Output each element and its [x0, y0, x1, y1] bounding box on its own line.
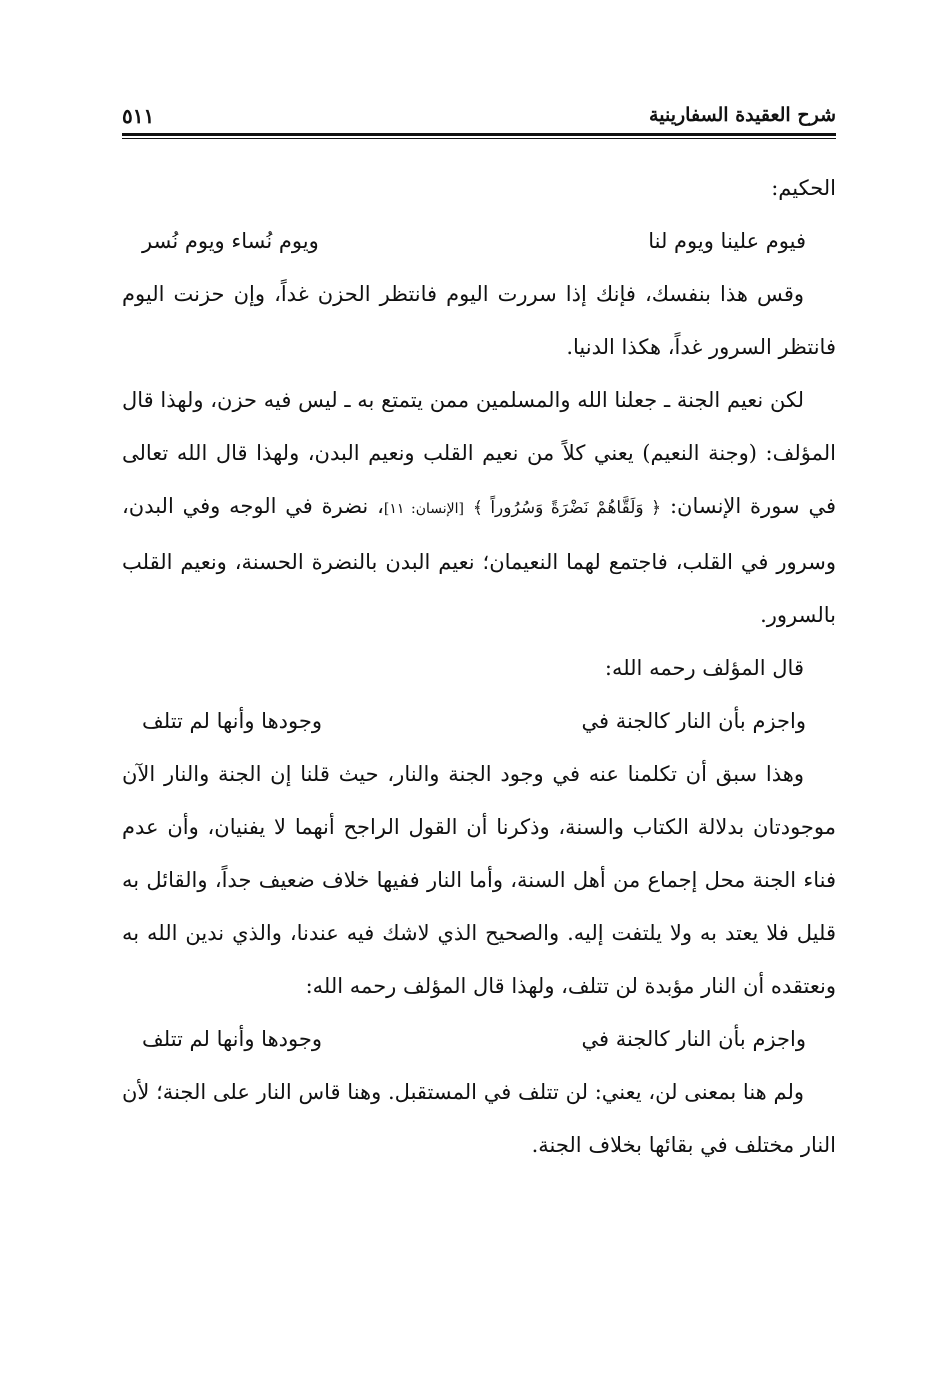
verse-1-second-hemistich: ويوم نُساء ويوم نُسر	[142, 229, 319, 253]
verse-1-first-hemistich: فيوم علينا ويوم لنا	[648, 229, 806, 253]
page-header	[122, 104, 836, 130]
paragraph-6: ولم هنا بمعنى لن، يعني: لن تتلف في المستقبل. وهنا قاس النار على الجنة؛ لأن النار مختلف في بقائها بخلاف الجنة.	[122, 1080, 836, 1157]
verse-line-3	[122, 1013, 836, 1066]
paragraph-3	[122, 374, 836, 642]
paragraph-3-text-b: ، نضرة في الوجه وفي البدن، وسرور في القلب، فاجتمع لهما النعيمان؛ نعيم البدن بالنضرة الحسنة، ونعيم القلب بالسرور.	[122, 494, 836, 627]
verse-2-second-hemistich: وجودها وأنها لم تتلف	[142, 709, 322, 733]
quran-reference: [الإنسان: ١١]	[383, 501, 464, 517]
paragraph-4: قال المؤلف رحمه الله:	[604, 656, 804, 680]
page-body	[122, 162, 836, 1172]
header-rule	[122, 133, 836, 139]
verse-3-second-hemistich: وجودها وأنها لم تتلف	[142, 1027, 322, 1051]
running-title: شرح العقيدة السفارينية	[649, 104, 836, 126]
verse-3-first-hemistich: واجزم بأن النار كالجنة في	[581, 1027, 806, 1051]
page-number: ٥١١	[122, 104, 155, 128]
verse-line-1	[122, 215, 836, 268]
paragraph-1: الحكيم:	[771, 176, 836, 200]
paragraph-5: وهذا سبق أن تكلمنا عنه في وجود الجنة والنار، حيث قلنا إن الجنة والنار الآن موجودتان بدلالة الكتاب والسنة، وذكرنا أن القول الراجح أنهما لا يفنيان، وأن عدم فناء الجنة محل إجماع من أهل السنة، وأما النار ففيها خلاف ضعيف جداً، والقائل به قليل فلا يعتد به ولا يلتفت إليه. والصحيح الذي لاشك فيه عندنا، والذي ندين الله به ونعتقده أن النار مؤبدة لن تتلف، ولهذا قال المؤلف رحمه الله:	[122, 762, 836, 998]
paragraph-2: وقس هذا بنفسك، فإنك إذا سررت اليوم فانتظر الحزن غداً، وإن حزنت اليوم فانتظر السرور غداً، هكذا الدنيا.	[122, 282, 836, 359]
quran-quote: ﴿ وَلَقَّاهُمْ نَضْرَةً وَسُرُوراً ﴾	[472, 498, 662, 518]
paragraph-3-text-a: لكن نعيم الجنة ـ جعلنا الله والمسلمين ممن يتمتع به ـ ليس فيه حزن، ولهذا قال المؤلف: (وجنة النعيم) يعني كلاً من نعيم القلب ونعيم البدن، ولهذا قال الله تعالى في سورة الإنسان:	[122, 388, 837, 518]
verse-line-2	[122, 695, 836, 748]
verse-2-first-hemistich: واجزم بأن النار كالجنة في	[581, 709, 806, 733]
